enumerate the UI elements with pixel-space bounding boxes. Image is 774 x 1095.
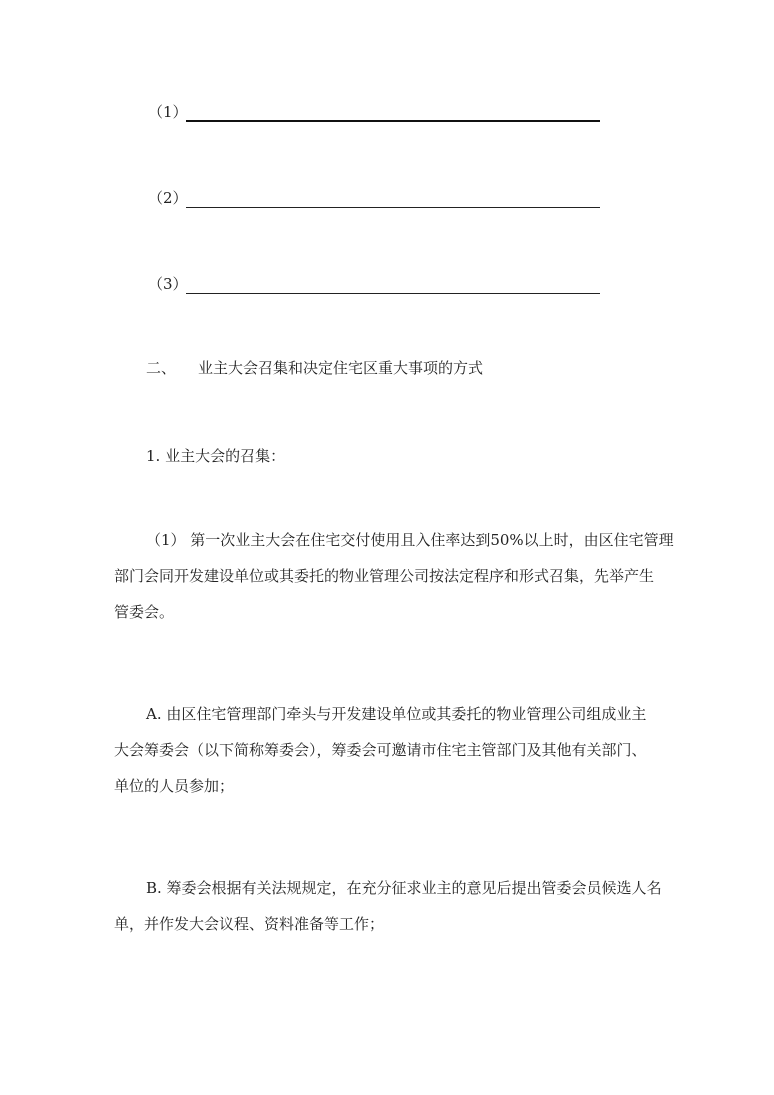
paragraph-1 xyxy=(114,522,674,630)
blank-underline[interactable] xyxy=(186,102,600,122)
blank-label: （1） xyxy=(148,103,188,121)
fill-in-blank-2 xyxy=(148,184,608,208)
blank-label: （3） xyxy=(148,275,188,293)
section-number: 二、 xyxy=(146,359,177,377)
paragraph-b xyxy=(114,870,662,942)
paragraph-line: 部门会同开发建设单位或其委托的物业管理公司按法定程序和形式召集，先举产生 xyxy=(114,567,655,585)
section-title: 业主大会召集和决定住宅区重大事项的方式 xyxy=(198,359,484,377)
blank-label: （2） xyxy=(148,189,188,207)
section-heading xyxy=(146,358,483,378)
fill-in-blank-1 xyxy=(148,98,608,122)
fill-in-blank-3 xyxy=(148,270,608,294)
blank-underline[interactable] xyxy=(186,275,600,294)
paragraph-line: 单位的人员参加； xyxy=(114,777,235,795)
paragraph-line: 大会筹委会（以下简称筹委会），筹委会可邀请市住宅主管部门及其他有关部门、 xyxy=(114,741,647,759)
paragraph-line: 单，并作发大会议程、资料准备等工作； xyxy=(114,915,385,933)
paragraph-a xyxy=(114,696,662,804)
paragraph-line: A. 由区住宅管理部门牵头与开发建设单位或其委托的物业管理公司组成业主 xyxy=(146,705,647,723)
paragraph-line: 管委会。 xyxy=(114,603,175,621)
paragraph-line: B. 筹委会根据有关法规规定，在充分征求业主的意见后提出管委会员候选人名 xyxy=(146,879,662,897)
paragraph-line: （1） 第一次业主大会在住宅交付使用且入住率达到50%以上时，由区住宅管理 xyxy=(146,531,674,549)
blank-underline[interactable] xyxy=(186,189,600,208)
item-heading: 1. 业主大会的召集： xyxy=(146,447,286,465)
